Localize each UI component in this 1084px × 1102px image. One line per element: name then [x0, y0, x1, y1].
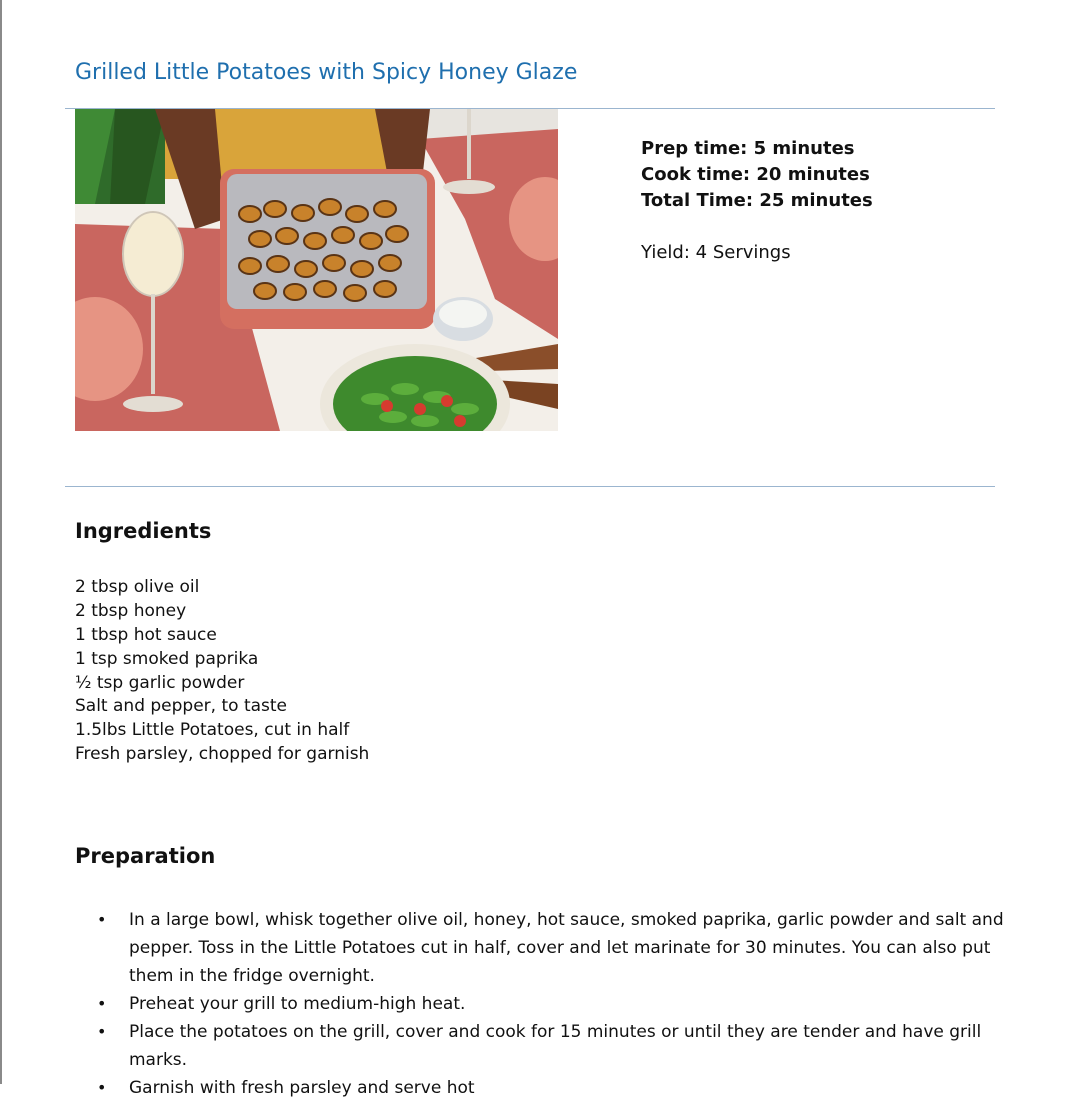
- step-text: In a large bowl, whisk together olive oil, honey, hot sauce, smoked paprika, garlic powder and salt and pepper. Toss in the Little Potatoes cut in half, cover and let marinate for 30 minutes. You can also put them in the fridge overnight.: [129, 910, 1004, 986]
- bullet-icon: •: [97, 1078, 107, 1097]
- ingredient-item: 2 tbsp honey: [75, 600, 187, 621]
- ingredient-item: 1.5lbs Little Potatoes, cut in half: [75, 720, 350, 741]
- step-item: [75, 990, 1025, 1018]
- total-time: Total Time: 25 minutes: [641, 190, 873, 211]
- step-text: Garnish with fresh parsley and serve hot: [129, 1078, 475, 1098]
- ingredients-heading: Ingredients: [75, 519, 212, 543]
- cook-time: Cook time: 20 minutes: [641, 164, 870, 185]
- ingredient-item: 1 tbsp hot sauce: [75, 624, 217, 645]
- prep-time: Prep time: 5 minutes: [641, 138, 855, 159]
- recipe-meta: [641, 136, 873, 266]
- bullet-icon: •: [97, 1022, 107, 1041]
- step-item: [75, 906, 1025, 990]
- step-text: Place the potatoes on the grill, cover and cook for 15 minutes or until they are tender and have grill marks.: [129, 1022, 982, 1070]
- preparation-heading: Preparation: [75, 844, 216, 868]
- ingredient-item: 1 tsp smoked paprika: [75, 648, 259, 669]
- bullet-icon: •: [97, 910, 107, 929]
- ingredient-item: 2 tbsp olive oil: [75, 577, 200, 597]
- page-edge: [0, 0, 2, 1084]
- step-text: Preheat your grill to medium-high heat.: [129, 994, 466, 1014]
- recipe-title: Grilled Little Potatoes with Spicy Honey Glaze: [75, 60, 578, 85]
- ingredient-item: Fresh parsley, chopped for garnish: [75, 744, 370, 765]
- step-item: [75, 1074, 1025, 1102]
- preparation-steps: [75, 906, 1025, 1102]
- ingredient-item: Salt and pepper, to taste: [75, 696, 288, 717]
- ingredient-item: ½ tsp garlic powder: [75, 672, 245, 693]
- middle-divider: [65, 486, 995, 487]
- yield: Yield: 4 Servings: [641, 242, 791, 263]
- recipe-photo: [75, 109, 558, 431]
- step-item: [75, 1018, 1025, 1074]
- bullet-icon: •: [97, 994, 107, 1013]
- ingredients-list: [75, 576, 369, 767]
